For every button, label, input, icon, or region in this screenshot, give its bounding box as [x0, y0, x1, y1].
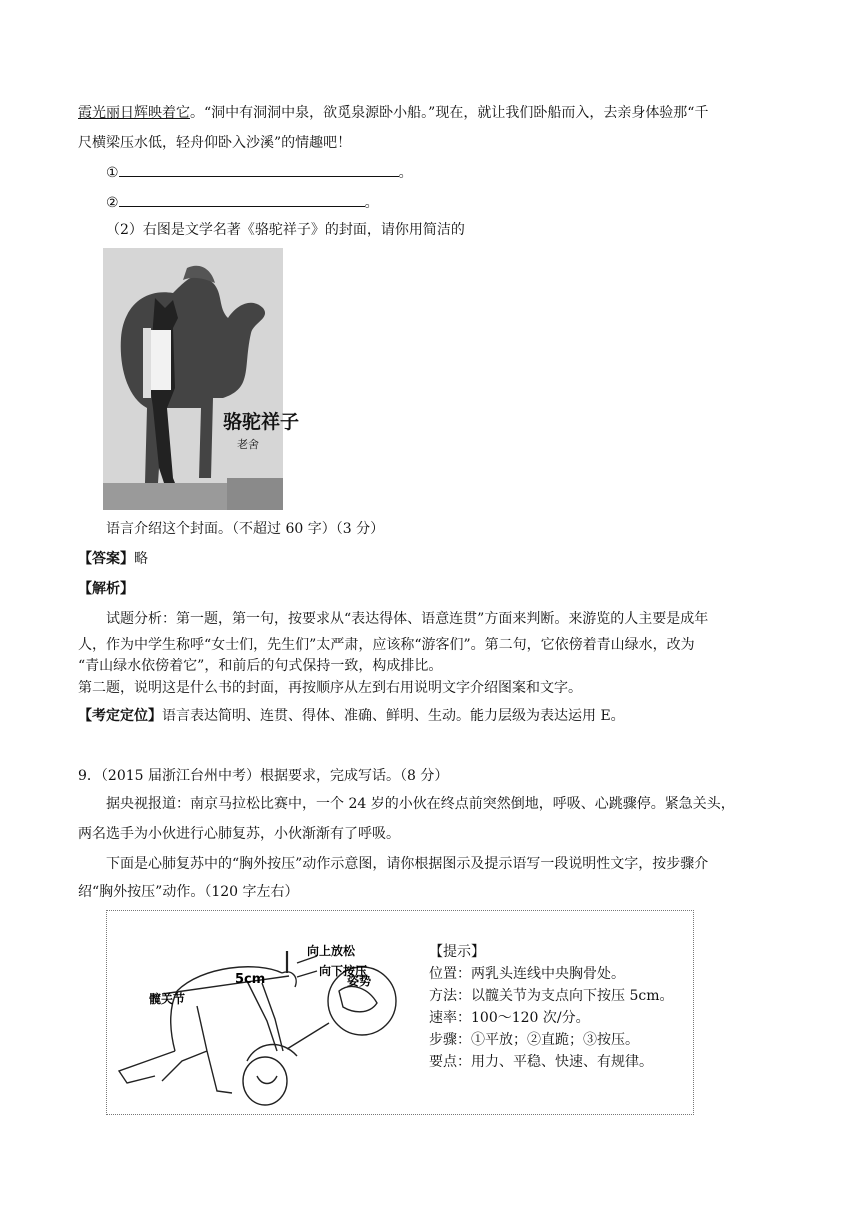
cpr-illustration — [107, 911, 417, 1114]
answer-text: 略 — [134, 551, 148, 567]
question-9-para1-line2: 两名选手为小伙进行心肺复苏，小伙渐渐有了呼吸。 — [78, 826, 400, 842]
question-2-line-1: （2）右图是文学名著《骆驼祥子》的封面，请你用简洁的 — [106, 222, 465, 238]
blank-end-1: 。 — [398, 165, 413, 181]
blank-line-2 — [119, 192, 365, 207]
tip-method: 方法：以髋关节为支点向下按压 5cm。 — [429, 988, 674, 1004]
label-depth: 5cm — [235, 972, 266, 987]
analysis-line-1: 试题分析：第一题，第一句，按要求从“表达得体、语意连贯”方面来判断。来游览的人主要是成年 — [106, 611, 709, 627]
tip-rate: 速率：100～120 次/分。 — [429, 1010, 590, 1026]
tip-steps: 步骤：①平放；②直跪；③按压。 — [429, 1032, 639, 1048]
tip-position: 位置：两乳头连线中央胸骨处。 — [429, 966, 625, 982]
camel-figure-illustration — [103, 248, 300, 510]
answer-blank-2 — [106, 192, 379, 213]
kaoding-label: 【考定定位】 — [78, 708, 162, 724]
label-press-down: 向下按压 — [319, 964, 368, 978]
kaoding-text: 语言表达简明、连贯、得体、准确、鲜明、生动。能力层级为表达运用 E。 — [162, 708, 625, 724]
analysis-line-4: 第二题，说明这是什么书的封面，再按顺序从左到右用说明文字介绍图案和文字。 — [78, 680, 582, 696]
analysis-line-3: “青山绿水依傍着它”，和前后的句式保持一致，构成排比。 — [78, 658, 443, 674]
question-9-para1-line1: 据央视报道：南京马拉松比赛中，一个 24 岁的小伙在终点前突然倒地，呼吸、心跳骤停。紧急关头， — [106, 796, 735, 812]
answer-row — [78, 549, 148, 569]
book-cover-image — [103, 248, 300, 510]
intro-line-1-rest: 。“洞中有洞洞中泉，欲觅泉源卧小船。”现在，就让我们卧船而入，去亲身体验那“千 — [190, 105, 709, 121]
blank-end-2: 。 — [364, 195, 379, 211]
kaoding-row — [78, 706, 625, 726]
cover-title: 骆驼祥子 — [223, 411, 300, 433]
label-posture: 姿势 — [347, 974, 372, 988]
question-9-para2-line1: 下面是心肺复苏中的“胸外按压”动作示意图，请你根据图示及提示语写一段说明性文字，按步骤介 — [106, 856, 709, 872]
question-2-line-2: 语言介绍这个封面。（不超过 60 字）（3 分） — [106, 521, 385, 537]
question-9-para2-line2: 绍“胸外按压”动作。（120 字左右） — [78, 884, 299, 900]
underlined-phrase: 霞光丽日辉映着它 — [78, 105, 190, 121]
blank-line-1 — [119, 162, 399, 177]
blank-marker-2: ② — [106, 195, 119, 211]
label-release-up: 向上放松 — [307, 944, 356, 958]
tip-header: 【提示】 — [429, 944, 485, 960]
analysis-label: 【解析】 — [78, 581, 134, 597]
question-9-header: 9．（2015 届浙江台州中考）根据要求，完成写话。（8 分） — [78, 768, 449, 784]
answer-blank-1 — [106, 162, 413, 183]
intro-line-1 — [78, 103, 708, 123]
intro-line-2: 尺横梁压水低，轻舟仰卧入沙溪”的情趣吧！ — [78, 135, 352, 151]
label-hip-joint: 髋关节 — [149, 992, 186, 1006]
tip-key-points: 要点：用力、平稳、快速、有规律。 — [429, 1054, 653, 1070]
cover-author: 老舍 — [237, 438, 259, 451]
analysis-line-2: 人，作为中学生称呼“女士们，先生们”太严肃，应该称“游客们”。第二句，它依傍着青山绿水，改为 — [78, 637, 695, 653]
cpr-figure-box — [106, 910, 694, 1115]
answer-label: 【答案】 — [78, 551, 134, 567]
blank-marker-1: ① — [106, 165, 119, 181]
